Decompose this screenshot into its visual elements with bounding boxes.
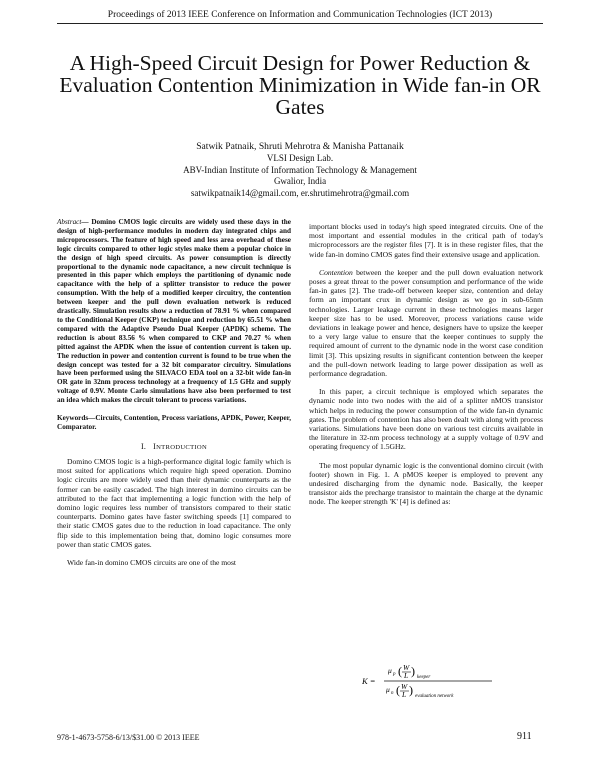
numerator-w: W [403,664,410,672]
conference-header: Proceedings of 2013 IEEE Conference on Information and Communication Technologies (ICT 2013) [107,10,493,20]
numerator-paren-close: ) [411,664,415,678]
affiliation-institute: ABV-Indian Institute of Information Technology & Management [183,164,417,175]
numerator-l: L [404,671,409,680]
contention-paragraph [309,268,543,378]
domino-paragraph: The most popular dynamic logic is the conventional domino circuit (with footer) shown in Fig. 1. A pMOS keeper is employed to prevent any undesired discharging from the dynamic node. Basically, the keeper transistor aids the precharge transistor to maintain the charge at the dynamic node. The keeper strength 'K' [4] is defined as: [309,460,543,507]
intro-paragraph-2: Wide fan-in domino CMOS circuits are one of the most [67,558,237,568]
denominator-subscript: evaluation network [415,694,454,698]
section-heading-introduction [57,442,291,452]
denominator-paren-open: ( [396,683,400,697]
section-title-first: I [153,441,157,451]
abstract-text: — Domino CMOS logic circuits are widely used these days in the design of high-performance modules in modern day integrated chips and microprocessors. The feature of high speed and less area overhead of these logic circuits compared to other logic styles make them a popular choice in the design of high speed circuits. As power consumption is directly proportional to the dynamic node capacitance, a new circuit technique is presented in this paper which employs the partitioning of dynamic node capacitance with the help of a splitter transistor to reduce the power consumption. With the help of a modified keeper circuitry, the contention between keeper and the pull down evaluation network is reduced drastically. Simulation results show a reduction of 78.91 % when compared to the Conditional Keeper (CKP) technique and reduction by 65.51 % when compared with the Adaptive Pseudo Dual Keeper (APDK) scheme. The reduction is about 83.56 % when compared to CKP and 70.27 % when pitted against the APDK when the issue of contention current is taken up. The reduction in power and contention current is found to be true when the design concept was tested for a 32 bit comparator circuitry. Simulations have been performed using the SILVACO EDA tool on a 32-bit wide fan-in OR gate in 32nm process technology at a frequency of 1.5 GHz and supply voltage of 0.9V. Monte Carlo simulations have also been performed to test an idea which makes the circuit tolerant to process variations. [57,218,291,405]
contention-lead: Contention [319,267,353,277]
equation-lhs: K = [362,676,376,686]
left-column [57,218,291,567]
footer-isbn: 978-1-4673-5758-6/13/$31.00 © 2013 IEEE [57,733,200,742]
section-number: I. [140,441,147,451]
keywords: Keywords—Circuits, Contention, Process variations, APDK, Power, Keeper, Comparator. [57,414,291,431]
denominator-paren-close: ) [409,683,413,697]
denominator-mu-sub: n [391,691,394,696]
header-rule [57,23,543,24]
numerator-paren-open: ( [398,664,402,678]
abstract-label: Abstract [57,218,82,226]
denominator-l: L [402,690,407,698]
author-emails[interactable]: satwikpatnaik14@gmail.com, er.shrutimehrotra@gmail.com [190,187,410,198]
paper-title: A High-Speed Circuit Design for Power Reduction & Evaluation Contention Minimization in Wide fan-in OR Gates [59,51,541,119]
affiliation-lab: VLSI Design Lab. [266,153,334,163]
numerator-subscript: keeper [417,675,431,680]
denominator-mu: μ [386,685,390,694]
intro-paragraph-1: Domino CMOS logic is a high-performance digital logic family which is most suited for applications which require high speed operation. Domino logic circuits are more widely used than their dynamic counterparts as the former can be easily cascaded. The high interest in domino circuits can be attributed to the fact that implementing a logic function with the help of domino logic requires less number of transistors compared to their static counterparts. Domino gates have faster switching speeds [1] compared to their static CMOS gates due to the reduction in load capacitance. The only flip side to this implementation being that, domino logic consumes more power than static CMOS gates. [57,457,291,549]
affiliation [0,153,600,199]
section-title-rest: NTRODUCTION [156,443,208,451]
numerator-mu-sub: p [393,672,396,677]
keeper-strength-equation [362,664,562,698]
continued-paragraph: important blocks used in today's high speed integrated circuits. One of the most important and essential modules in the critical path of today's microprocessors are the register files [7]. It is in these register files, that the wide fan-in domino CMOS gates find their extensive usage and application. [309,222,543,259]
authors: Satwik Patnaik, Shruti Mehrotra & Manisha Pattanaik [196,141,404,152]
numerator-mu: μ [388,666,392,675]
technique-paragraph: In this paper, a circuit technique is employed which separates the dynamic node into two nodes with the aid of a splitter nMOS transistor which helps in reducing the power consumption of the wide fan-in dynamic gates. The problem of contention has also been dealt with along with process variations. Simulations have been done on various test circuits available in the literature in 32-nm process technology at a supply voltage of 0.9V and operating frequency of 1.5GHz. [309,387,543,452]
right-column [309,222,543,507]
contention-text: between the keeper and the pull down evaluation network poses a great threat to the power consumption and performance of the wide fan-in gates [2]. The trade-off between keeper size, contention and delay form an important crux in dynamic design as we go in sub-65nm technologies. Larger leakage current in these technologies means larger keeper size has to be used. Moreover, process variations cause wide deviations in leakage power and hence, designers have to upsize the keeper to a very large value to ensure that the keeper continues to supply the required amount of current to the dynamic node in the worst case condition limit [3]. This upsizing results in significant contention between the keeper and the pull-down network leading to large power dissipation as well as performance degradation. [309,267,543,379]
affiliation-city: Gwalior, India [273,176,327,186]
page-number: 911 [517,731,532,742]
denominator-w: W [401,682,408,691]
abstract [57,218,291,405]
